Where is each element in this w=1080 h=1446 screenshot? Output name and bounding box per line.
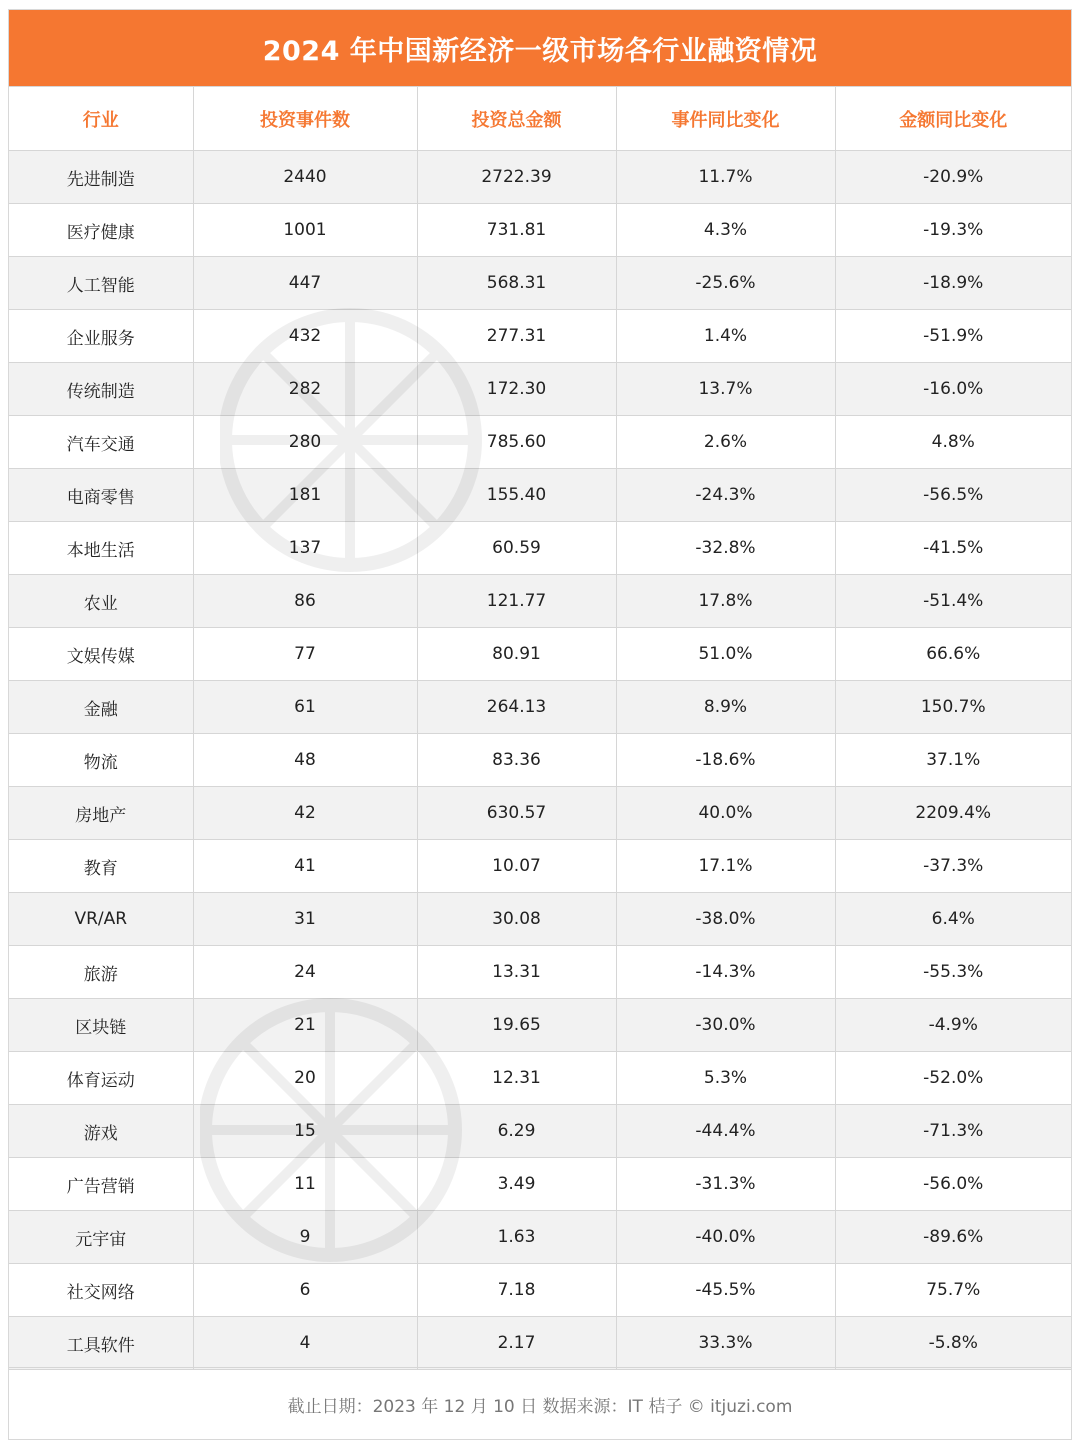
financing-table <box>9 86 1071 1370</box>
header-industry: 行业 <box>9 87 193 151</box>
cell-industry: 元宇宙 <box>9 1211 193 1264</box>
cell-industry: 农业 <box>9 575 193 628</box>
cell-total-amount: 121.77 <box>417 575 616 628</box>
cell-industry: 人工智能 <box>9 257 193 310</box>
cell-event-yoy: 1.4% <box>616 310 835 363</box>
cell-total-amount: 19.65 <box>417 999 616 1052</box>
cell-industry: 旅游 <box>9 946 193 999</box>
cell-event-yoy: 51.0% <box>616 628 835 681</box>
page-title: 2024 年中国新经济一级市场各行业融资情况 <box>262 35 818 67</box>
header-total-amount: 投资总金额 <box>417 87 616 151</box>
cell-industry: 金融 <box>9 681 193 734</box>
cell-event-yoy: -18.6% <box>616 734 835 787</box>
cell-event-yoy: 17.8% <box>616 575 835 628</box>
cell-total-amount: 568.31 <box>417 257 616 310</box>
cell-industry: 社交网络 <box>9 1264 193 1317</box>
cell-industry: 区块链 <box>9 999 193 1052</box>
cell-total-amount: 80.91 <box>417 628 616 681</box>
cell-event-count: 86 <box>193 575 417 628</box>
cell-total-amount: 13.31 <box>417 946 616 999</box>
cell-industry: 企业服务 <box>9 310 193 363</box>
cell-amount-yoy: -37.3% <box>835 840 1071 893</box>
table-row <box>9 1052 1071 1105</box>
cell-industry: 广告营销 <box>9 1158 193 1211</box>
cell-amount-yoy: -56.5% <box>835 469 1071 522</box>
cell-amount-yoy: -89.6% <box>835 1211 1071 1264</box>
cell-industry: 游戏 <box>9 1105 193 1158</box>
cell-total-amount: 2.17 <box>417 1317 616 1370</box>
cell-amount-yoy: -71.3% <box>835 1105 1071 1158</box>
cell-event-yoy: -24.3% <box>616 469 835 522</box>
cell-event-count: 282 <box>193 363 417 416</box>
cell-amount-yoy: -51.9% <box>835 310 1071 363</box>
header-row <box>9 87 1071 151</box>
cell-event-count: 41 <box>193 840 417 893</box>
table-row <box>9 893 1071 946</box>
cell-industry: VR/AR <box>9 893 193 946</box>
table-row <box>9 787 1071 840</box>
cell-event-count: 137 <box>193 522 417 575</box>
cell-amount-yoy: -5.8% <box>835 1317 1071 1370</box>
table-row <box>9 522 1071 575</box>
table-row <box>9 469 1071 522</box>
cell-event-count: 24 <box>193 946 417 999</box>
header-event-yoy: 事件同比变化 <box>616 87 835 151</box>
cell-total-amount: 10.07 <box>417 840 616 893</box>
cell-total-amount: 83.36 <box>417 734 616 787</box>
table-row <box>9 628 1071 681</box>
cell-event-yoy: 8.9% <box>616 681 835 734</box>
title-bar <box>9 10 1071 86</box>
table-row <box>9 1317 1071 1370</box>
cell-event-yoy: -30.0% <box>616 999 835 1052</box>
cell-event-count: 21 <box>193 999 417 1052</box>
cell-event-count: 447 <box>193 257 417 310</box>
cell-industry: 文娱传媒 <box>9 628 193 681</box>
cell-amount-yoy: -18.9% <box>835 257 1071 310</box>
cell-industry: 汽车交通 <box>9 416 193 469</box>
cell-event-yoy: 2.6% <box>616 416 835 469</box>
cell-event-yoy: -32.8% <box>616 522 835 575</box>
table-row <box>9 416 1071 469</box>
cell-event-count: 280 <box>193 416 417 469</box>
cell-industry: 先进制造 <box>9 151 193 204</box>
cell-industry: 工具软件 <box>9 1317 193 1370</box>
cell-event-yoy: 17.1% <box>616 840 835 893</box>
cell-event-yoy: 40.0% <box>616 787 835 840</box>
cell-event-count: 31 <box>193 893 417 946</box>
cell-event-yoy: -38.0% <box>616 893 835 946</box>
cell-amount-yoy: 75.7% <box>835 1264 1071 1317</box>
cell-event-count: 11 <box>193 1158 417 1211</box>
cell-event-yoy: 11.7% <box>616 151 835 204</box>
cell-event-count: 181 <box>193 469 417 522</box>
header-event-count: 投资事件数 <box>193 87 417 151</box>
cell-industry: 传统制造 <box>9 363 193 416</box>
cell-industry: 本地生活 <box>9 522 193 575</box>
cell-amount-yoy: -56.0% <box>835 1158 1071 1211</box>
cell-amount-yoy: -16.0% <box>835 363 1071 416</box>
table-row <box>9 363 1071 416</box>
cell-event-count: 432 <box>193 310 417 363</box>
cell-event-yoy: 4.3% <box>616 204 835 257</box>
cell-amount-yoy: 4.8% <box>835 416 1071 469</box>
cell-event-count: 20 <box>193 1052 417 1105</box>
cell-amount-yoy: -19.3% <box>835 204 1071 257</box>
cell-amount-yoy: 37.1% <box>835 734 1071 787</box>
header-amount-yoy: 金额同比变化 <box>835 87 1071 151</box>
table-row <box>9 840 1071 893</box>
cell-event-count: 9 <box>193 1211 417 1264</box>
cell-total-amount: 2722.39 <box>417 151 616 204</box>
cell-event-count: 15 <box>193 1105 417 1158</box>
cell-amount-yoy: -51.4% <box>835 575 1071 628</box>
cell-event-count: 1001 <box>193 204 417 257</box>
table-body <box>9 151 1071 1370</box>
table-row <box>9 734 1071 787</box>
table-row <box>9 946 1071 999</box>
cell-event-yoy: -25.6% <box>616 257 835 310</box>
table-row <box>9 681 1071 734</box>
cell-amount-yoy: 150.7% <box>835 681 1071 734</box>
cell-total-amount: 277.31 <box>417 310 616 363</box>
table-row <box>9 310 1071 363</box>
cell-amount-yoy: -4.9% <box>835 999 1071 1052</box>
report-card <box>8 9 1072 1440</box>
table-row <box>9 257 1071 310</box>
cell-event-count: 6 <box>193 1264 417 1317</box>
cell-event-count: 48 <box>193 734 417 787</box>
cell-event-count: 77 <box>193 628 417 681</box>
cell-total-amount: 785.60 <box>417 416 616 469</box>
cell-total-amount: 30.08 <box>417 893 616 946</box>
cell-total-amount: 731.81 <box>417 204 616 257</box>
cell-amount-yoy: 6.4% <box>835 893 1071 946</box>
table-row <box>9 1211 1071 1264</box>
table-row <box>9 151 1071 204</box>
cell-industry: 房地产 <box>9 787 193 840</box>
cell-event-yoy: 5.3% <box>616 1052 835 1105</box>
cell-event-count: 61 <box>193 681 417 734</box>
cell-event-yoy: -14.3% <box>616 946 835 999</box>
cell-industry: 教育 <box>9 840 193 893</box>
cell-event-yoy: -31.3% <box>616 1158 835 1211</box>
cell-amount-yoy: -52.0% <box>835 1052 1071 1105</box>
cell-event-yoy: 13.7% <box>616 363 835 416</box>
cell-total-amount: 172.30 <box>417 363 616 416</box>
cell-event-count: 2440 <box>193 151 417 204</box>
cell-event-yoy: -40.0% <box>616 1211 835 1264</box>
cell-industry: 体育运动 <box>9 1052 193 1105</box>
cell-amount-yoy: 2209.4% <box>835 787 1071 840</box>
cell-industry: 物流 <box>9 734 193 787</box>
table-row <box>9 575 1071 628</box>
cell-amount-yoy: -55.3% <box>835 946 1071 999</box>
cell-event-yoy: -45.5% <box>616 1264 835 1317</box>
cell-event-yoy: 33.3% <box>616 1317 835 1370</box>
cell-event-count: 42 <box>193 787 417 840</box>
cell-amount-yoy: -41.5% <box>835 522 1071 575</box>
table-row <box>9 999 1071 1052</box>
cell-total-amount: 7.18 <box>417 1264 616 1317</box>
table-row <box>9 204 1071 257</box>
cell-event-yoy: -44.4% <box>616 1105 835 1158</box>
footer-note: 截止日期：2023 年 12 月 10 日 数据来源：IT 桔子 © itjuzi.com <box>9 1367 1071 1440</box>
table-row <box>9 1105 1071 1158</box>
cell-total-amount: 155.40 <box>417 469 616 522</box>
cell-total-amount: 630.57 <box>417 787 616 840</box>
cell-total-amount: 6.29 <box>417 1105 616 1158</box>
table-row <box>9 1158 1071 1211</box>
table-row <box>9 1264 1071 1317</box>
cell-total-amount: 1.63 <box>417 1211 616 1264</box>
cell-industry: 电商零售 <box>9 469 193 522</box>
cell-total-amount: 12.31 <box>417 1052 616 1105</box>
cell-industry: 医疗健康 <box>9 204 193 257</box>
cell-event-count: 4 <box>193 1317 417 1370</box>
cell-total-amount: 264.13 <box>417 681 616 734</box>
cell-amount-yoy: 66.6% <box>835 628 1071 681</box>
cell-total-amount: 3.49 <box>417 1158 616 1211</box>
cell-total-amount: 60.59 <box>417 522 616 575</box>
cell-amount-yoy: -20.9% <box>835 151 1071 204</box>
